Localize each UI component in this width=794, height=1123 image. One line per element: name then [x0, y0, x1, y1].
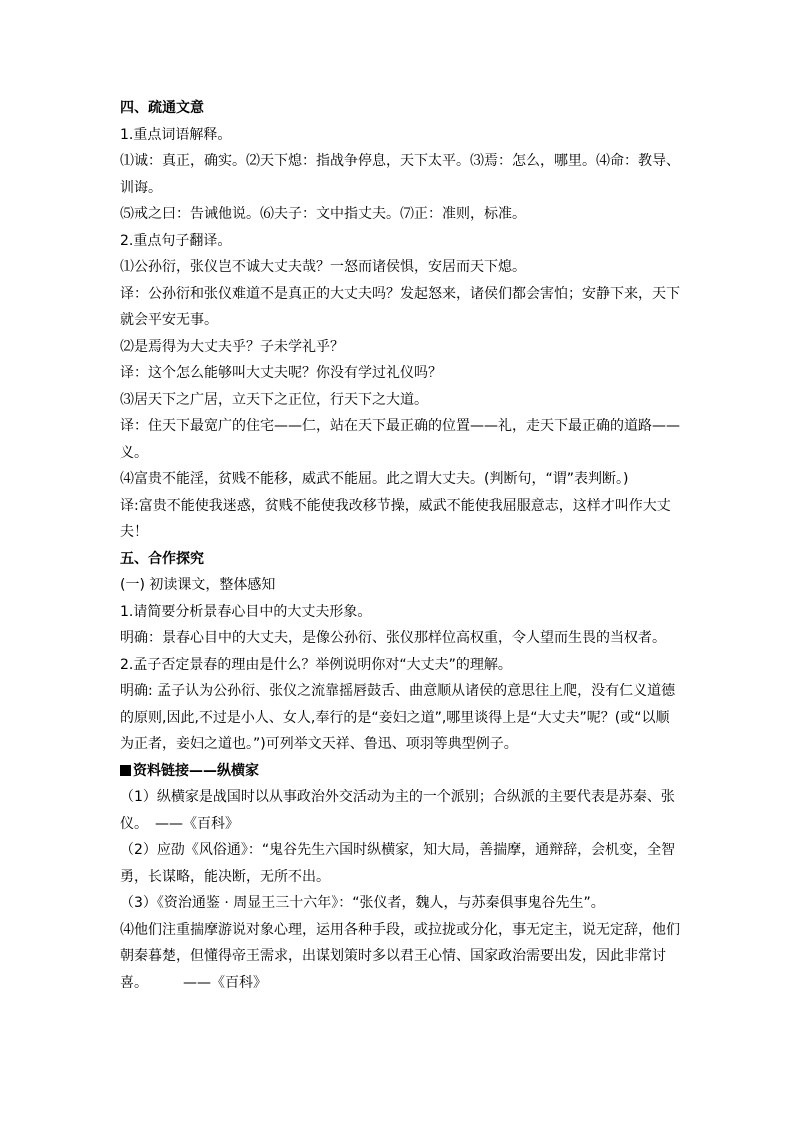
section-heading-5: 五、合作探究 [120, 550, 204, 567]
resource-item-4: ⑷他们注重揣摩游说对象心理，运用各种手段，或拉拢或分化，事无定主，说无定辞，他们朝秦暮楚，但懂得帝王需求，出谋划策时多以君王心情、国家政治需要出发，因此非常讨喜。 ——《百科》 [120, 921, 680, 991]
question-1: 1.请简要分析景春心目中的大丈夫形象。 [120, 603, 372, 620]
sentence-2-original: ⑵是焉得为大丈夫乎？子未学礼乎？ [120, 338, 344, 355]
sentence-4-original: ⑷富贵不能淫，贫贱不能移，威武不能屈。此之谓大丈夫。(判断句，“谓”表判断。) [120, 471, 629, 487]
sentence-3-translation: 译：住天下最宽广的住宅——仁，站在天下最正确的位置——礼，走天下最正确的道路——义。 [120, 418, 680, 461]
answer-2: 明确: 孟子认为公孙衍、张仪之流靠摇唇鼓舌、曲意顺从诸侯的意思往上爬，没有仁义道德的原则,因此,不过是小人、女人,奉行的是“妾妇之道”,哪里谈得上是“大丈夫”呢？(或“以顺为正者，妾妇之道也。”)可列举文天祥、鲁迅、项羽等典型例子。 [120, 683, 676, 752]
question-2: 2.孟子否定景春的理由是什么？举例说明你对“大丈夫”的理解。 [120, 656, 512, 673]
section-heading-4: 四、疏通文意 [120, 100, 204, 116]
resource-link-title: 资料链接——纵横家 [133, 762, 259, 779]
word-explanation-2: ⑸戒之曰：告诫他说。⑹夫子：文中指丈夫。⑺正：准则，标准。 [120, 206, 526, 222]
subheading-key-sentences: 2.重点句子翻译。 [120, 232, 232, 249]
square-bullet-icon [120, 765, 131, 776]
subheading-key-words: 1.重点词语解释。 [120, 126, 232, 143]
document-body [120, 95, 680, 996]
answer-1: 明确：景春心目中的大丈夫，是像公孙衍、张仪那样位高权重，令人望而生畏的当权者。 [120, 630, 666, 646]
sentence-2-translation: 译：这个怎么能够叫大丈夫呢？你没有学过礼仪吗？ [120, 365, 442, 381]
resource-link-heading [120, 758, 680, 785]
resource-item-2: （2）应劭《风俗通》：“鬼谷先生六国时纵横家，知大局，善揣摩，通辩辞，会机变，全智勇，长谋略，能决断，无所不出。 [120, 842, 676, 885]
resource-item-3: （3）《资治通鉴 · 周显王三十六年》：“张仪者，魏人，与苏秦俱事鬼谷先生”。 [120, 895, 605, 911]
sentence-3-original: ⑶居天下之广居，立天下之正位，行天下之大道。 [120, 391, 428, 408]
subsection-heading-1: (一) 初读课文，整体感知 [120, 577, 276, 593]
sentence-1-original: ⑴公孙衍，张仪岂不诚大丈夫哉？一怒而诸侯惧，安居而天下熄。 [120, 259, 526, 275]
sentence-1-translation: 译：公孙衍和张仪难道不是真正的大丈夫吗？发起怒来，诸侯们都会害怕；安静下来，天下就会平安无事。 [120, 285, 680, 328]
word-explanation-1: ⑴诚：真正，确实。⑵天下熄：指战争停息，天下太平。⑶焉：怎么，哪里。⑷命：教导、训诲。 [120, 153, 680, 196]
sentence-4-translation: 译:富贵不能使我迷惑，贫贱不能使我改移节操，威武不能使我屈服意志，这样才叫作大丈夫！ [120, 497, 671, 540]
resource-item-1: （1）纵横家是战国时以从事政治外交活动为主的一个派别；合纵派的主要代表是苏秦、张仪。 ——《百科》 [120, 789, 675, 832]
